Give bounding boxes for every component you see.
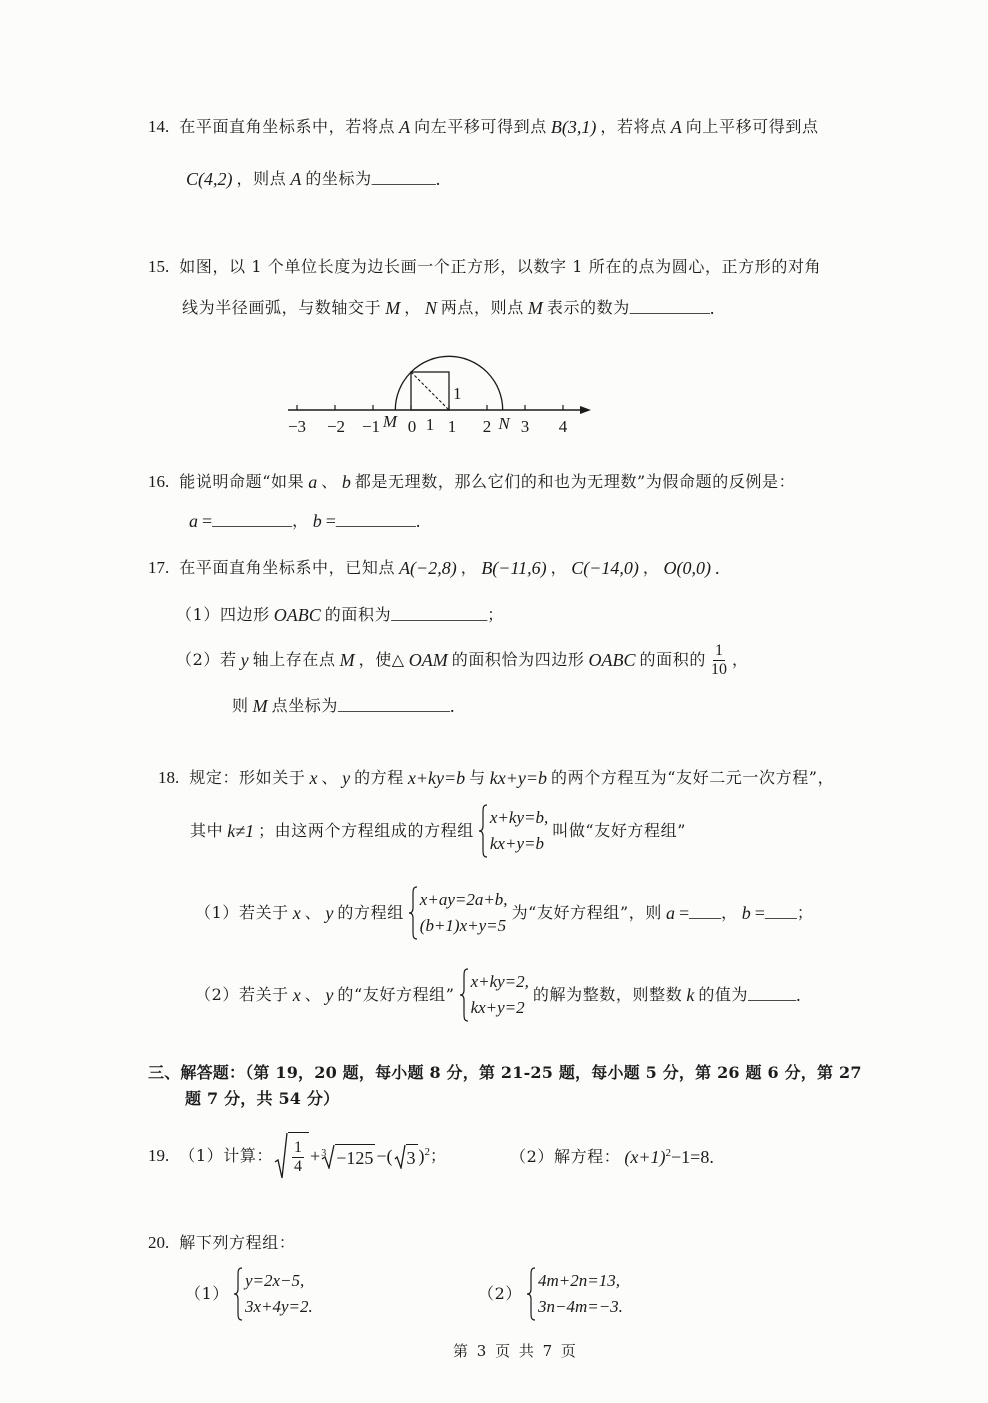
q18-line-2	[190, 804, 686, 858]
q20-part-2	[478, 1267, 627, 1321]
q16-text: 都是无理数，那么它们的和也为无理数”为假命题的反例是：	[354, 472, 796, 491]
equation-base: (x+1)	[624, 1147, 666, 1167]
axis-label: 1	[425, 415, 435, 434]
plus-sign: +	[310, 1146, 321, 1166]
q17-text: 点坐标为	[271, 696, 339, 715]
q20-text: 解下列方程组：	[179, 1233, 296, 1252]
q18-text: 规定：形如关于	[189, 768, 306, 787]
equals-sign: =	[754, 903, 765, 923]
variable-a: a	[189, 511, 198, 531]
radicand	[288, 1132, 309, 1179]
quadrilateral-name: OABC	[588, 650, 636, 670]
answer-blank: __________	[335, 512, 416, 529]
q14-line-2	[182, 168, 440, 190]
point-c-coordinates: C(4,2)	[186, 169, 233, 189]
separator: 、	[304, 903, 322, 922]
equation-system	[459, 968, 529, 1022]
q17-part-2-line-2	[232, 695, 455, 717]
q15-text: 如图，以 1 个单位长度为边长画一个正方形，以数字 1 所在的点为圆心，正方形的对角	[179, 257, 822, 276]
system-equation: 4m+2n=13,	[537, 1271, 620, 1290]
condition: k≠1	[227, 821, 255, 841]
q18-part-1	[195, 886, 813, 940]
system-equation: kx+y=2	[470, 998, 525, 1017]
question-number: 20.	[148, 1233, 170, 1252]
separator: ，	[404, 298, 421, 317]
question-number: 19.	[148, 1146, 170, 1165]
answer-blank: ________	[371, 170, 436, 187]
q18-text: 的值为	[698, 985, 749, 1004]
question-number: 17.	[148, 558, 170, 577]
equation-system	[526, 1267, 623, 1321]
variable-a: a	[665, 903, 675, 923]
q14-text: 的坐标为	[305, 169, 372, 188]
axis-label: 3	[520, 417, 530, 436]
system-equation: kx+y=b	[489, 834, 544, 853]
point-m-label: M	[252, 696, 268, 716]
q17-line-1	[148, 557, 719, 579]
exponent: 2	[665, 1147, 672, 1159]
separator: 、	[321, 472, 338, 491]
q17-text: 轴上存在点	[252, 650, 336, 669]
q18-text: 的方程组	[337, 903, 404, 922]
equation-system	[478, 804, 548, 858]
q18-line-1	[158, 767, 834, 789]
part-label: （2）	[478, 1284, 522, 1303]
answer-blank: ______	[748, 986, 797, 1003]
triangle-name: OAM	[408, 650, 448, 670]
axis-label: −3	[287, 417, 307, 436]
root-index: 3	[321, 1147, 327, 1159]
variable-x: x	[309, 768, 318, 788]
point-n-label: N	[424, 298, 437, 318]
period: .	[714, 558, 720, 578]
variable-b: b	[312, 511, 322, 531]
system-equation: x+ky=2,	[470, 972, 529, 991]
equals-sign: =	[678, 903, 690, 923]
variable-y: y	[325, 985, 334, 1005]
point-o-coordinates: O(0,0)	[663, 558, 711, 578]
radicand: 3	[406, 1144, 418, 1169]
period: .	[415, 511, 421, 531]
system-rows	[420, 887, 508, 939]
q17-text: 的面积恰为四边形	[451, 650, 585, 669]
question-number: 15.	[148, 257, 170, 276]
point-b-coordinates: B(3,1)	[550, 117, 597, 137]
variable-y: y	[240, 650, 249, 670]
period: .	[709, 1147, 714, 1167]
variable-y: y	[325, 903, 334, 923]
period: .	[709, 298, 715, 318]
separator: ，	[642, 558, 660, 577]
square-root-of-three	[394, 1144, 418, 1169]
brace-icon	[233, 1267, 243, 1321]
q17-text: 在平面直角坐标系中，已知点	[179, 558, 396, 577]
radical-sign-icon	[274, 1132, 288, 1180]
square-root-of-fraction	[274, 1132, 309, 1180]
q17-part-1	[176, 604, 504, 626]
axis-label: 1	[447, 417, 457, 436]
brace-icon	[408, 886, 418, 940]
q19-part-1	[148, 1130, 447, 1182]
brace-icon	[459, 968, 469, 1022]
answer-blank: __________	[629, 299, 710, 316]
system-equation: x+ay=2a+b,	[419, 890, 508, 909]
cube-root	[321, 1144, 375, 1169]
q18-text: 与	[469, 768, 486, 787]
part-label: （2）若	[176, 650, 237, 669]
section-heading-line-2: 题 7 分，共 54 分）	[185, 1089, 340, 1108]
fraction-denominator: 10	[710, 660, 727, 678]
axis-label-m: M	[382, 412, 398, 431]
period: .	[796, 985, 801, 1005]
point-a-label: A	[670, 117, 682, 137]
axis-label-n: N	[498, 414, 510, 433]
q16-text: 能说明命题“如果	[179, 472, 305, 491]
q17-text: 的面积的	[639, 650, 706, 669]
point-b-coordinates: B(−11,6)	[481, 558, 547, 578]
q14-text: ，则点	[236, 169, 287, 188]
separator: ，	[550, 558, 568, 577]
q14-text: 向左平移可得到点	[414, 117, 547, 136]
squared-group	[624, 1146, 671, 1168]
point-m-label: M	[527, 298, 543, 318]
point-a-coordinates: A(−2,8)	[399, 558, 457, 578]
separator: ，	[721, 903, 738, 922]
axis-label: 0	[407, 417, 417, 436]
number-line-figure	[280, 345, 600, 440]
system-rows	[538, 1268, 623, 1320]
point-a-label: A	[399, 117, 411, 137]
q17-text: 则	[232, 696, 249, 715]
part-label: （2）若关于	[195, 985, 289, 1004]
radicand: −125	[335, 1144, 375, 1169]
axis-label: 4	[558, 417, 568, 436]
axis-label: −2	[326, 417, 346, 436]
radical-sign-icon	[394, 1144, 406, 1169]
part-label: （1）计算：	[179, 1146, 274, 1165]
separator: 、	[304, 985, 322, 1004]
q15-line-2	[182, 297, 714, 319]
q18-text: 的两个方程互为“友好二元一次方程”，	[551, 768, 835, 787]
variable-b: b	[741, 903, 751, 923]
separator: 、	[321, 768, 339, 787]
fraction-one-quarter	[292, 1139, 304, 1176]
part-label: （1）四边形	[176, 605, 270, 624]
equals-sign: =	[202, 511, 213, 531]
q18-text: 的“友好方程组”	[337, 985, 455, 1004]
fraction-numerator: 1	[294, 1138, 303, 1156]
semicolon: ；	[430, 1146, 447, 1165]
system-equation: y=2x−5,	[244, 1271, 305, 1290]
q18-text: 的方程	[354, 768, 404, 787]
section-heading-line-1: 三、解答题：（第 19，20 题，每小题 8 分，第 21-25 题，每小题 5 分，第 26 题 6 分，第 27	[148, 1063, 862, 1082]
question-number: 16.	[148, 472, 170, 491]
q16-line-2	[185, 510, 420, 532]
answer-blank: ____________	[391, 606, 488, 623]
separator: ，	[460, 558, 478, 577]
q17-text: 的面积为	[324, 605, 392, 624]
period: .	[450, 696, 455, 716]
quadrilateral-name: OABC	[273, 605, 321, 625]
q14-line-1	[148, 116, 819, 138]
system-equation: 3n−4m=−3.	[537, 1297, 623, 1316]
variable-y: y	[342, 768, 351, 788]
question-number: 18.	[158, 768, 180, 787]
fraction-one-tenth	[709, 642, 729, 679]
semicolon: ；	[796, 903, 814, 922]
part-label: （1）	[185, 1284, 229, 1303]
separator: ，	[292, 511, 309, 530]
close-paren: )	[418, 1146, 425, 1166]
q16-line-1	[148, 471, 795, 493]
q15-text: 两点，则点	[440, 298, 524, 317]
variable-x: x	[292, 903, 301, 923]
q17-text: ，使△	[358, 650, 405, 669]
system-equation: x+ky=b,	[489, 808, 549, 827]
answer-blank: ____	[689, 904, 722, 921]
answer-blank: ____	[764, 904, 797, 921]
part-label: （1）若关于	[195, 903, 289, 922]
semicolon: ；	[487, 605, 504, 624]
axis-label: −1	[361, 417, 381, 436]
point-m-label: M	[339, 650, 355, 670]
system-equation: (b+1)x+y=5	[419, 916, 507, 935]
point-m-label: M	[385, 298, 401, 318]
brace-icon	[526, 1267, 536, 1321]
axis-label: 2	[482, 417, 492, 436]
tick-marks	[297, 405, 563, 410]
axis-arrow-icon	[580, 406, 591, 414]
equation-system	[408, 886, 508, 940]
exponent: 2	[424, 1146, 430, 1158]
fraction-numerator: 1	[714, 641, 723, 659]
variable-x: x	[292, 985, 301, 1005]
q15-text: 表示的数为	[546, 298, 630, 317]
separator: ，	[731, 650, 749, 669]
squared-group	[419, 1145, 431, 1167]
equals-sign: =	[325, 511, 336, 531]
answer-blank: __________	[212, 512, 293, 529]
q15-text: 线为半径画弧，与数轴交于	[182, 298, 382, 317]
answer-blank: ______________	[338, 697, 451, 714]
q15-line-1	[148, 256, 821, 278]
q20-part-1	[185, 1267, 317, 1321]
variable-b: b	[341, 472, 351, 492]
q14-text: ，若将点	[600, 117, 667, 136]
equation-rest: −1=8	[671, 1147, 710, 1167]
minus-open-paren: −(	[376, 1146, 393, 1166]
q18-text: 其中	[190, 821, 224, 840]
system-equation: 3x+4y=2.	[244, 1297, 313, 1316]
q14-text: 向上平移可得到点	[685, 117, 819, 136]
q18-text: 为“友好方程组”，则	[511, 903, 662, 922]
q18-text: ；由这两个方程组成的方程组	[258, 821, 474, 840]
system-rows	[245, 1268, 313, 1320]
part-label: （2）解方程：	[510, 1147, 621, 1166]
system-rows	[471, 969, 529, 1021]
q18-text: 叫做“友好方程组”	[552, 821, 686, 840]
q14-text: 在平面直角坐标系中，若将点	[179, 117, 396, 136]
equation: kx+y=b	[489, 768, 548, 788]
q17-part-2	[176, 640, 749, 680]
square-diagonal	[411, 372, 449, 410]
page-footer: 第 3 页 共 7 页	[453, 1342, 578, 1360]
square-side-label: 1	[453, 384, 462, 403]
point-a-label: A	[290, 169, 302, 189]
equation: x+ky=b	[407, 768, 466, 788]
equation-system	[233, 1267, 313, 1321]
variable-a: a	[308, 472, 318, 492]
period: .	[435, 169, 441, 189]
q19-part-2	[510, 1146, 714, 1168]
fraction-denominator: 4	[294, 1157, 303, 1175]
brace-icon	[478, 804, 488, 858]
point-c-coordinates: C(−14,0)	[571, 558, 639, 578]
q18-part-2	[195, 968, 801, 1022]
variable-k: k	[686, 985, 695, 1005]
system-rows	[490, 805, 548, 857]
q20-line-1	[148, 1232, 295, 1254]
question-number: 14.	[148, 117, 170, 136]
q18-text: 的解为整数，则整数	[532, 985, 683, 1004]
